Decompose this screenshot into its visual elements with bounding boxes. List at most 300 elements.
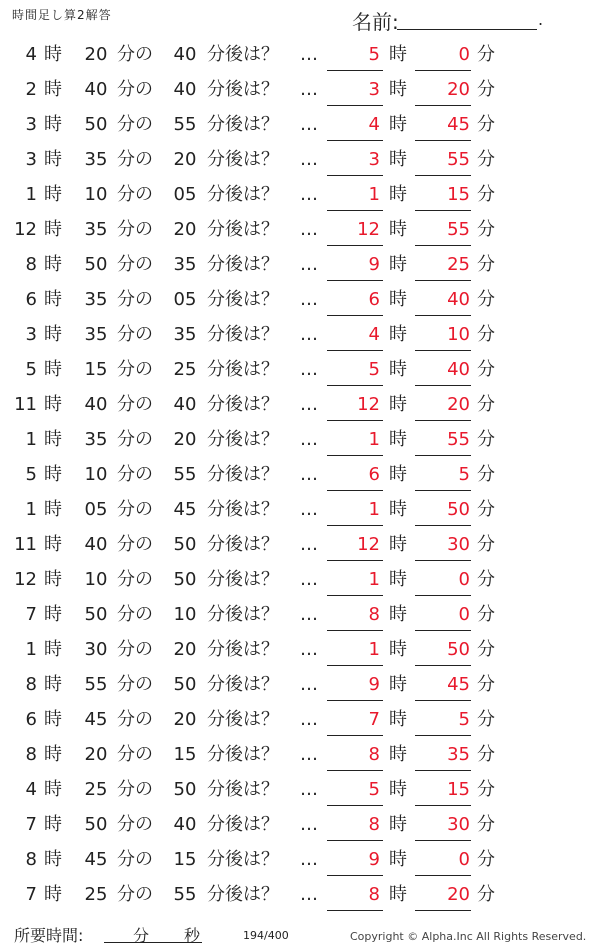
answer-hour-line [327, 525, 383, 526]
question-hour: 11 [14, 534, 37, 555]
minutes-after-label: 分後は？ [207, 254, 279, 275]
name-dot: . [538, 10, 544, 29]
question-hour: 7 [25, 604, 37, 625]
answer-hour-unit: 時 [389, 394, 407, 415]
copyright: Copyright © Alpha.Inc All Rights Reserved. [350, 930, 587, 943]
minute-of-label: 分の [117, 884, 153, 905]
answer-minute-unit: 分 [477, 744, 495, 765]
question-hour: 5 [25, 359, 37, 380]
question-minute: 15 [84, 359, 108, 380]
problem-list [0, 37, 600, 912]
answer-minute-line [415, 455, 471, 456]
problem-row [0, 387, 600, 422]
minutes-after-label: 分後は？ [207, 639, 279, 660]
hour-unit-label: 時 [44, 744, 62, 765]
minute-of-label: 分の [117, 464, 153, 485]
minute-of-label: 分の [117, 779, 153, 800]
answer-hour-line [327, 385, 383, 386]
ellipsis: … [300, 44, 317, 65]
minutes-after-label: 分後は？ [207, 324, 279, 345]
answer-minute-unit: 分 [477, 429, 495, 450]
hour-unit-label: 時 [44, 604, 62, 625]
answer-hour: 7 [368, 709, 380, 730]
question-minute: 50 [84, 114, 108, 135]
answer-minute-unit: 分 [477, 394, 495, 415]
answer-minute-line [415, 420, 471, 421]
page-number: 194/400 [243, 929, 289, 942]
added-minutes: 45 [173, 499, 197, 520]
minutes-after-label: 分後は？ [207, 709, 279, 730]
answer-hour-unit: 時 [389, 639, 407, 660]
minute-of-label: 分の [117, 604, 153, 625]
ellipsis: … [300, 884, 317, 905]
answer-minute: 5 [458, 464, 470, 485]
name-line [397, 29, 537, 30]
ellipsis: … [300, 569, 317, 590]
answer-minute-line [415, 175, 471, 176]
question-hour: 8 [25, 849, 37, 870]
ellipsis: … [300, 359, 317, 380]
answer-minute-unit: 分 [477, 534, 495, 555]
answer-hour: 1 [368, 639, 380, 660]
answer-hour: 8 [368, 884, 380, 905]
added-minutes: 10 [173, 604, 197, 625]
minutes-after-label: 分後は？ [207, 219, 279, 240]
ellipsis: … [300, 184, 317, 205]
answer-hour-unit: 時 [389, 359, 407, 380]
answer-hour-unit: 時 [389, 744, 407, 765]
problem-row [0, 667, 600, 702]
answer-minute: 50 [447, 499, 470, 520]
problem-row [0, 142, 600, 177]
question-minute: 10 [84, 569, 108, 590]
answer-hour-line [327, 140, 383, 141]
question-minute: 25 [84, 884, 108, 905]
answer-hour-unit: 時 [389, 44, 407, 65]
problem-row [0, 247, 600, 282]
answer-hour: 3 [368, 149, 380, 170]
hour-unit-label: 時 [44, 394, 62, 415]
answer-hour-line [327, 490, 383, 491]
ellipsis: … [300, 394, 317, 415]
added-minutes: 05 [173, 289, 197, 310]
problem-row [0, 37, 600, 72]
answer-minute-unit: 分 [477, 849, 495, 870]
question-hour: 8 [25, 744, 37, 765]
answer-hour-line [327, 420, 383, 421]
minute-of-label: 分の [117, 324, 153, 345]
answer-hour: 12 [357, 534, 380, 555]
problem-row [0, 107, 600, 142]
answer-minute: 0 [458, 604, 470, 625]
question-minute: 35 [84, 289, 108, 310]
minute-of-label: 分の [117, 254, 153, 275]
added-minutes: 20 [173, 709, 197, 730]
ellipsis: … [300, 604, 317, 625]
ellipsis: … [300, 709, 317, 730]
question-minute: 35 [84, 219, 108, 240]
hour-unit-label: 時 [44, 639, 62, 660]
minute-of-label: 分の [117, 79, 153, 100]
answer-minute-line [415, 700, 471, 701]
hour-unit-label: 時 [44, 44, 62, 65]
worksheet-title: 時間足し算2解答 [12, 8, 112, 22]
answer-minute-unit: 分 [477, 779, 495, 800]
answer-minute-unit: 分 [477, 674, 495, 695]
answer-hour-line [327, 70, 383, 71]
problem-row [0, 457, 600, 492]
question-minute: 20 [84, 44, 108, 65]
question-hour: 7 [25, 814, 37, 835]
hour-unit-label: 時 [44, 569, 62, 590]
answer-hour-line [327, 595, 383, 596]
hour-unit-label: 時 [44, 499, 62, 520]
answer-hour: 8 [368, 814, 380, 835]
minute-of-label: 分の [117, 359, 153, 380]
question-minute: 55 [84, 674, 108, 695]
ellipsis: … [300, 849, 317, 870]
minute-of-label: 分の [117, 744, 153, 765]
answer-minute-unit: 分 [477, 289, 495, 310]
added-minutes: 50 [173, 569, 197, 590]
answer-minute-unit: 分 [477, 219, 495, 240]
question-minute: 05 [84, 499, 108, 520]
answer-minute-line [415, 665, 471, 666]
answer-minute-unit: 分 [477, 814, 495, 835]
name-label: 名前: [352, 10, 399, 34]
answer-minute-unit: 分 [477, 639, 495, 660]
hour-unit-label: 時 [44, 534, 62, 555]
question-minute: 20 [84, 744, 108, 765]
question-hour: 8 [25, 674, 37, 695]
answer-minute-unit: 分 [477, 709, 495, 730]
hour-unit-label: 時 [44, 814, 62, 835]
answer-hour: 9 [368, 254, 380, 275]
hour-unit-label: 時 [44, 289, 62, 310]
added-minutes: 20 [173, 219, 197, 240]
minutes-after-label: 分後は？ [207, 534, 279, 555]
answer-hour-unit: 時 [389, 464, 407, 485]
question-minute: 50 [84, 604, 108, 625]
answer-minute-unit: 分 [477, 324, 495, 345]
question-hour: 8 [25, 254, 37, 275]
minutes-after-label: 分後は？ [207, 604, 279, 625]
added-minutes: 55 [173, 464, 197, 485]
ellipsis: … [300, 534, 317, 555]
answer-minute-line [415, 490, 471, 491]
added-minutes: 05 [173, 184, 197, 205]
answer-hour-unit: 時 [389, 534, 407, 555]
question-hour: 7 [25, 884, 37, 905]
answer-minute: 40 [447, 359, 470, 380]
question-minute: 35 [84, 149, 108, 170]
minute-of-label: 分の [117, 289, 153, 310]
answer-hour-unit: 時 [389, 219, 407, 240]
problem-row [0, 492, 600, 527]
question-minute: 35 [84, 429, 108, 450]
answer-hour-unit: 時 [389, 674, 407, 695]
answer-minute-unit: 分 [477, 604, 495, 625]
answer-minute-unit: 分 [477, 149, 495, 170]
added-minutes: 55 [173, 114, 197, 135]
added-minutes: 20 [173, 639, 197, 660]
hour-unit-label: 時 [44, 324, 62, 345]
added-minutes: 40 [173, 814, 197, 835]
answer-minute: 20 [447, 884, 470, 905]
question-minute: 40 [84, 79, 108, 100]
hour-unit-label: 時 [44, 254, 62, 275]
answer-minute-unit: 分 [477, 114, 495, 135]
answer-minute-unit: 分 [477, 569, 495, 590]
answer-hour-line [327, 735, 383, 736]
ellipsis: … [300, 674, 317, 695]
question-hour: 3 [25, 149, 37, 170]
answer-minute: 0 [458, 849, 470, 870]
answer-hour-unit: 時 [389, 289, 407, 310]
answer-minute: 15 [447, 779, 470, 800]
answer-minute-line [415, 245, 471, 246]
answer-hour: 5 [368, 44, 380, 65]
problem-row [0, 632, 600, 667]
answer-minute-line [415, 385, 471, 386]
ellipsis: … [300, 744, 317, 765]
question-hour: 5 [25, 464, 37, 485]
answer-minute: 5 [458, 709, 470, 730]
question-hour: 3 [25, 324, 37, 345]
answer-minute-line [415, 630, 471, 631]
minute-of-label: 分の [117, 534, 153, 555]
answer-hour-unit: 時 [389, 429, 407, 450]
hour-unit-label: 時 [44, 219, 62, 240]
problem-row [0, 177, 600, 212]
required-time-sec-label: 秒 [184, 926, 201, 945]
problem-row [0, 422, 600, 457]
problem-row [0, 772, 600, 807]
problem-row [0, 72, 600, 107]
question-hour: 6 [25, 709, 37, 730]
added-minutes: 40 [173, 79, 197, 100]
answer-hour: 8 [368, 604, 380, 625]
footer [0, 920, 600, 949]
required-time-min-label: 分 [133, 926, 150, 945]
question-hour: 1 [25, 639, 37, 660]
minute-of-label: 分の [117, 149, 153, 170]
minute-of-label: 分の [117, 429, 153, 450]
problem-row [0, 352, 600, 387]
hour-unit-label: 時 [44, 779, 62, 800]
answer-minute-line [415, 770, 471, 771]
answer-minute: 30 [447, 814, 470, 835]
ellipsis: … [300, 429, 317, 450]
answer-minute-line [415, 315, 471, 316]
problem-row [0, 317, 600, 352]
minutes-after-label: 分後は？ [207, 289, 279, 310]
answer-hour-line [327, 805, 383, 806]
answer-hour: 9 [368, 674, 380, 695]
answer-minute: 55 [447, 149, 470, 170]
answer-hour-unit: 時 [389, 114, 407, 135]
question-minute: 45 [84, 849, 108, 870]
answer-hour: 6 [368, 464, 380, 485]
minute-of-label: 分の [117, 44, 153, 65]
answer-hour-unit: 時 [389, 884, 407, 905]
answer-hour-line [327, 630, 383, 631]
minutes-after-label: 分後は？ [207, 359, 279, 380]
answer-hour-unit: 時 [389, 569, 407, 590]
minute-of-label: 分の [117, 849, 153, 870]
minutes-after-label: 分後は？ [207, 394, 279, 415]
hour-unit-label: 時 [44, 79, 62, 100]
question-minute: 40 [84, 394, 108, 415]
answer-hour-line [327, 315, 383, 316]
answer-hour: 12 [357, 394, 380, 415]
added-minutes: 15 [173, 849, 197, 870]
hour-unit-label: 時 [44, 184, 62, 205]
problem-row [0, 842, 600, 877]
answer-hour-line [327, 665, 383, 666]
answer-hour-line [327, 700, 383, 701]
answer-minute-line [415, 140, 471, 141]
question-hour: 11 [14, 394, 37, 415]
minutes-after-label: 分後は？ [207, 744, 279, 765]
question-hour: 4 [25, 44, 37, 65]
question-minute: 25 [84, 779, 108, 800]
question-hour: 2 [25, 79, 37, 100]
answer-hour-line [327, 210, 383, 211]
answer-hour-unit: 時 [389, 79, 407, 100]
answer-hour: 5 [368, 359, 380, 380]
answer-hour: 3 [368, 79, 380, 100]
answer-minute-line [415, 70, 471, 71]
answer-hour-line [327, 280, 383, 281]
answer-minute-line [415, 875, 471, 876]
hour-unit-label: 時 [44, 464, 62, 485]
added-minutes: 50 [173, 534, 197, 555]
problem-row [0, 527, 600, 562]
answer-hour-line [327, 455, 383, 456]
minutes-after-label: 分後は？ [207, 569, 279, 590]
answer-minute: 20 [447, 79, 470, 100]
answer-hour: 12 [357, 219, 380, 240]
minute-of-label: 分の [117, 114, 153, 135]
minutes-after-label: 分後は？ [207, 779, 279, 800]
question-hour: 1 [25, 499, 37, 520]
answer-minute-line [415, 910, 471, 911]
answer-hour-unit: 時 [389, 604, 407, 625]
answer-minute-unit: 分 [477, 79, 495, 100]
answer-minute: 45 [447, 674, 470, 695]
answer-hour-line [327, 840, 383, 841]
added-minutes: 55 [173, 884, 197, 905]
minutes-after-label: 分後は？ [207, 429, 279, 450]
minutes-after-label: 分後は？ [207, 79, 279, 100]
answer-hour: 1 [368, 429, 380, 450]
problem-row [0, 807, 600, 842]
minute-of-label: 分の [117, 674, 153, 695]
minutes-after-label: 分後は？ [207, 674, 279, 695]
question-hour: 1 [25, 184, 37, 205]
added-minutes: 20 [173, 149, 197, 170]
question-hour: 1 [25, 429, 37, 450]
added-minutes: 50 [173, 779, 197, 800]
question-minute: 10 [84, 464, 108, 485]
answer-minute-line [415, 210, 471, 211]
answer-hour-unit: 時 [389, 709, 407, 730]
ellipsis: … [300, 499, 317, 520]
answer-hour-line [327, 560, 383, 561]
minute-of-label: 分の [117, 184, 153, 205]
answer-minute: 55 [447, 219, 470, 240]
minute-of-label: 分の [117, 394, 153, 415]
answer-minute-line [415, 560, 471, 561]
added-minutes: 20 [173, 429, 197, 450]
answer-hour: 1 [368, 184, 380, 205]
answer-hour-line [327, 770, 383, 771]
ellipsis: … [300, 79, 317, 100]
answer-hour: 5 [368, 779, 380, 800]
answer-minute-unit: 分 [477, 884, 495, 905]
added-minutes: 40 [173, 44, 197, 65]
added-minutes: 15 [173, 744, 197, 765]
hour-unit-label: 時 [44, 149, 62, 170]
ellipsis: … [300, 114, 317, 135]
minute-of-label: 分の [117, 639, 153, 660]
answer-hour: 9 [368, 849, 380, 870]
answer-minute-line [415, 350, 471, 351]
minutes-after-label: 分後は？ [207, 499, 279, 520]
problem-row [0, 737, 600, 772]
minutes-after-label: 分後は？ [207, 184, 279, 205]
answer-minute: 30 [447, 534, 470, 555]
hour-unit-label: 時 [44, 674, 62, 695]
answer-minute: 40 [447, 289, 470, 310]
minutes-after-label: 分後は？ [207, 849, 279, 870]
minute-of-label: 分の [117, 499, 153, 520]
answer-hour-unit: 時 [389, 779, 407, 800]
hour-unit-label: 時 [44, 429, 62, 450]
ellipsis: … [300, 149, 317, 170]
answer-minute-unit: 分 [477, 499, 495, 520]
problem-row [0, 212, 600, 247]
answer-hour-unit: 時 [389, 849, 407, 870]
hour-unit-label: 時 [44, 884, 62, 905]
minutes-after-label: 分後は？ [207, 884, 279, 905]
name-field [352, 4, 592, 32]
minute-of-label: 分の [117, 709, 153, 730]
question-minute: 50 [84, 254, 108, 275]
answer-minute-unit: 分 [477, 254, 495, 275]
answer-minute: 45 [447, 114, 470, 135]
question-minute: 40 [84, 534, 108, 555]
answer-hour-line [327, 350, 383, 351]
question-hour: 12 [14, 569, 37, 590]
answer-minute-unit: 分 [477, 44, 495, 65]
answer-minute-line [415, 595, 471, 596]
answer-hour-line [327, 875, 383, 876]
answer-minute-unit: 分 [477, 184, 495, 205]
problem-row [0, 877, 600, 912]
answer-hour-unit: 時 [389, 149, 407, 170]
answer-hour-unit: 時 [389, 814, 407, 835]
answer-hour: 1 [368, 499, 380, 520]
minutes-after-label: 分後は？ [207, 814, 279, 835]
hour-unit-label: 時 [44, 709, 62, 730]
ellipsis: … [300, 324, 317, 345]
answer-hour-unit: 時 [389, 499, 407, 520]
ellipsis: … [300, 779, 317, 800]
required-time-label: 所要時間: [14, 926, 84, 945]
answer-minute: 55 [447, 429, 470, 450]
